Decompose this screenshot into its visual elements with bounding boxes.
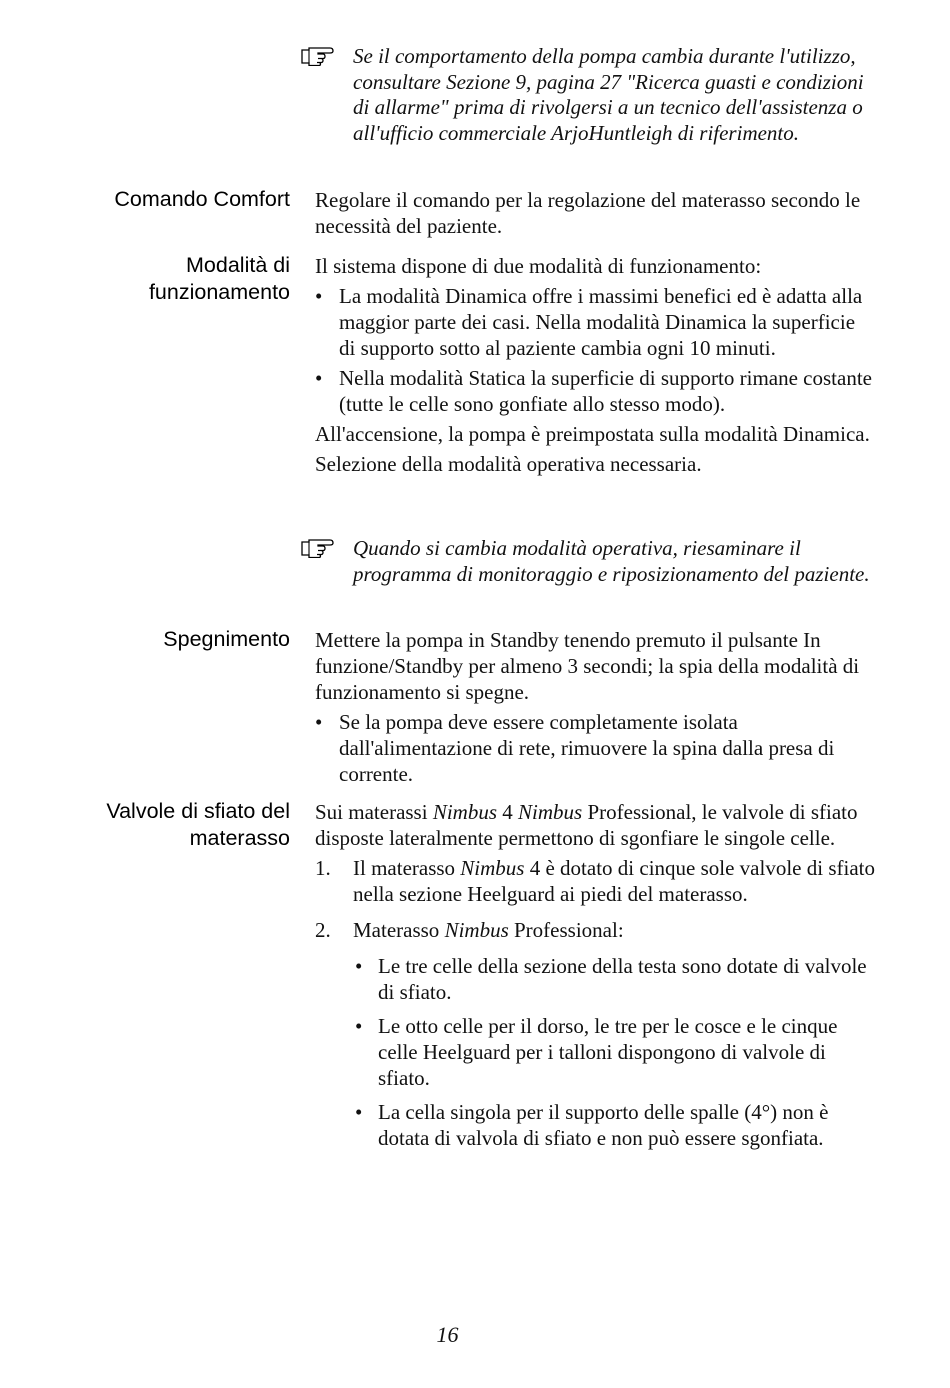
spegnimento-text: Mettere la pompa in Standby tenendo premuto il pulsante In funzione/Standby per almeno 3 secondi; la spia della modalità di funzionamento si spegne. — [315, 628, 860, 704]
heading-spegnimento: Spegnimento — [163, 627, 290, 651]
text-run: Professional: — [508, 918, 624, 942]
note-text: Se il comportamento della pompa cambia durante l'utilizzo, consultare Sezione 9, pagina 27 "Ricerca guasti e condizioni di allarme" prima di rivolgersi a un tecnico dell'assistenza o all'ufficio commerciale ArjoHuntleigh di riferimento. — [353, 44, 864, 145]
heading-modalita — [149, 252, 290, 306]
heading-valvole — [106, 798, 290, 852]
heading-line: Valvole di sfiato del — [106, 799, 290, 823]
heading-comando-comfort: Comando Comfort — [114, 187, 290, 211]
list-item: • Le otto celle per il dorso, le tre per le cosce e le cinque celle Heelguard per i talloni dispongono di valvole di sfiato. — [315, 1013, 875, 1091]
item-number: 2. — [315, 918, 331, 942]
list-item: • Nella modalità Statica la superficie di supporto rimane costante (tutte le celle sono gonfiate allo stesso modo). — [315, 365, 875, 417]
heading-line: Modalità di — [186, 253, 290, 277]
section-spegnimento — [315, 627, 875, 787]
product-name: Nimbus — [518, 800, 583, 824]
text-run: Sui materassi — [315, 800, 433, 824]
text-run: 4 — [497, 800, 519, 824]
heading-line: funzionamento — [148, 280, 290, 304]
pointing-hand-icon — [300, 536, 334, 558]
list-item: • Le tre celle della sezione della testa sono dotate di valvole di sfiato. — [315, 953, 875, 1005]
note-text: Quando si cambia modalità operativa, riesaminare il programma di monitoraggio e riposizionamento del paziente. — [353, 536, 870, 586]
text-run: Professional, le valvole di sfiato disposte lateralmente permettono di sgonfiare le singole celle. — [315, 800, 858, 850]
list-item: • La cella singola per il supporto delle spalle (4°) non è dotata di valvola di sfiato e non può essere sgonfiata. — [315, 1099, 875, 1151]
note-block — [300, 536, 875, 587]
heading-line: materasso — [189, 826, 290, 850]
page-number: 16 — [436, 1322, 459, 1347]
modalita-intro: Il sistema dispone di due modalità di funzionamento: — [315, 254, 762, 278]
product-name: Nimbus — [444, 918, 509, 942]
section-valvole — [315, 799, 875, 1151]
product-name: Nimbus — [460, 856, 525, 880]
text-run: 4 è dotato di cinque sole valvole di sfiato nella sezione Heelguard ai piedi del materasso. — [353, 856, 875, 906]
comfort-text: Regolare il comando per la regolazione del materasso secondo le necessità del paziente. — [315, 188, 861, 238]
modalita-para: Selezione della modalità operativa necessaria. — [315, 452, 702, 476]
text-run: Materasso — [353, 918, 445, 942]
list-item: • La modalità Dinamica offre i massimi benefici ed è adatta alla maggior parte dei casi. Nella modalità Dinamica la superficie di supporto sotto al paziente cambia ogni 10 minuti. — [315, 283, 875, 361]
modalita-para: All'accensione, la pompa è preimpostata sulla modalità Dinamica. — [315, 422, 870, 446]
list-item — [315, 917, 875, 943]
section-comfort — [315, 187, 875, 239]
note-block — [300, 44, 875, 146]
valvole-intro — [315, 799, 875, 851]
item-number: 1. — [315, 856, 331, 880]
pointing-hand-icon — [300, 44, 334, 66]
section-modalita — [315, 253, 875, 477]
list-item — [315, 855, 875, 907]
product-name: Nimbus — [432, 800, 498, 824]
list-item: • Se la pompa deve essere completamente isolata dall'alimentazione di rete, rimuovere la spina dalla presa di corrente. — [315, 709, 875, 787]
text-run: Il materasso — [353, 856, 461, 880]
